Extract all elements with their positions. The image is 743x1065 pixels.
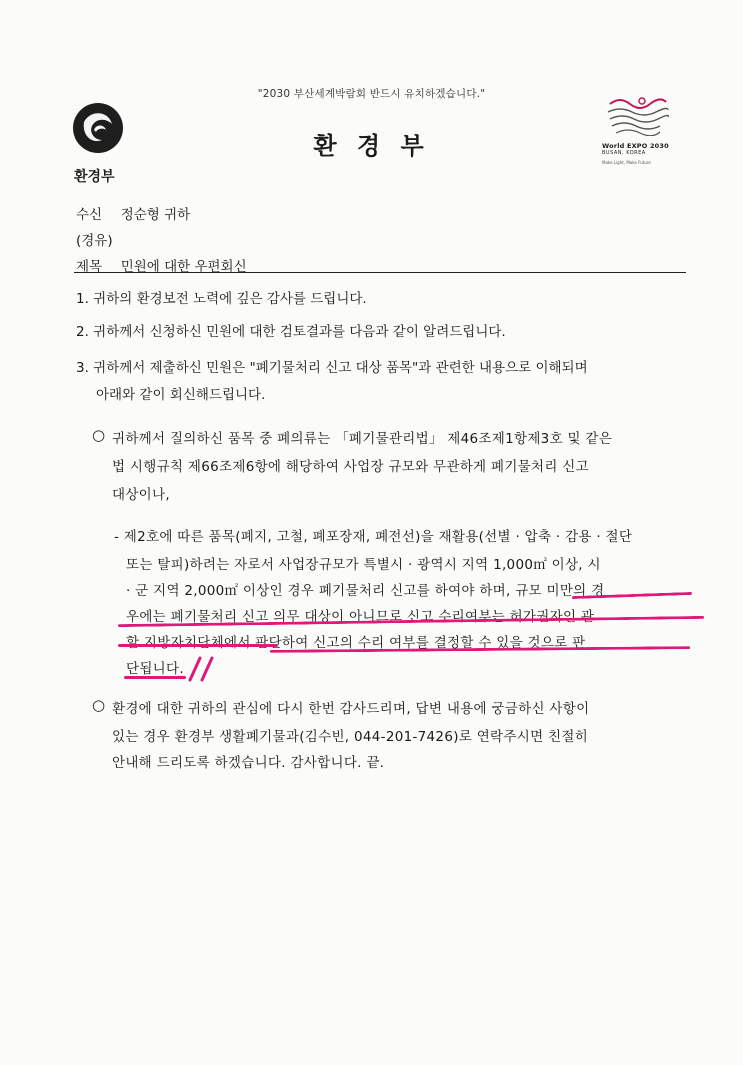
dash-item-line5: 할 지방자치단체에서 판단하여 신고의 수리 여부를 결정할 수 있을 것으로 판 [126,635,586,651]
bullet-2-line2: 있는 경우 환경부 생활폐기물과(김수빈, 044-201-7426)로 연락주시면 친절히 [112,729,589,745]
paragraph-1: 1. 귀하의 환경보전 노력에 깊은 감사를 드립니다. [76,291,367,307]
document-title: 환 경 부 [313,132,430,160]
subject-label: 제목 [76,259,103,275]
bullet-1-line2: 법 시행규칙 제66조제6항에 해당하여 사업장 규모와 무관하게 폐기물처리 신고 [112,459,589,475]
bullet-2-symbol: ○ [92,696,106,714]
bullet-2-line1: 환경에 대한 귀하의 관심에 다시 한번 감사드리며, 답변 내용에 궁금하신 사항이 [112,701,590,717]
bullet-1-symbol: ○ [92,426,106,444]
slogan: "2030 부산세계박람회 반드시 유치하겠습니다." [257,88,486,100]
recipient-value: 정순형 귀하 [120,207,191,223]
recipient-label: 수신 [76,207,103,223]
bullet-1-line3: 대상이나, [112,487,170,503]
dash-item-line4: 우에는 폐기물처리 신고 의무 대상이 아니므로 신고 수리여부는 허가권자인 관 [126,609,595,625]
dash-item-line1: - 제2호에 따른 품목(폐지, 고철, 폐포장재, 폐전선)을 재활용(선별 · 압축 · 감용 · 절단 [114,529,633,545]
header-divider [74,272,686,273]
dash-item-line6: 단됩니다. [126,661,184,677]
expo-logo-line2: BUSAN, KOREA [602,150,646,156]
expo-2030-logo-icon [602,96,672,136]
expo-logo-line1: World EXPO 2030 [602,142,669,150]
expo-logo [602,96,692,165]
paragraph-3-line1: 3. 귀하께서 제출하신 민원은 "폐기물처리 신고 대상 품목"과 관련한 내용으로 이해되며 [76,360,588,376]
paragraph-2: 2. 귀하께서 신청하신 민원에 대한 검토결과를 다음과 같이 알려드립니다. [76,324,506,340]
bullet-2-line3: 안내해 드리도록 하겠습니다. 감사합니다. 끝. [112,755,385,771]
via-row: (경유) [76,233,113,249]
org-name: 환경부 [74,169,115,185]
recipient-row [76,203,190,223]
dash-item-line2: 또는 탈피)하려는 자로서 사업장규모가 특별시 · 광역시 지역 1,000㎡ 이상, 시 [126,557,601,573]
expo-logo-line3: Make Light, Make Future [602,160,651,165]
check-marks-icon [186,654,226,684]
bullet-1-line1: 귀하께서 질의하신 품목 중 폐의류는 「폐기물관리법」 제46조제1항제3호 및 같은 [112,431,613,447]
subject-value: 민원에 대한 우편회신 [120,259,247,275]
paragraph-3-line2: 아래와 같이 회신해드립니다. [96,387,266,403]
dash-item-line3: · 군 지역 2,000㎡ 이상인 경우 폐기물처리 신고를 하여야 하며, 규모 미만의 경 [126,583,605,599]
